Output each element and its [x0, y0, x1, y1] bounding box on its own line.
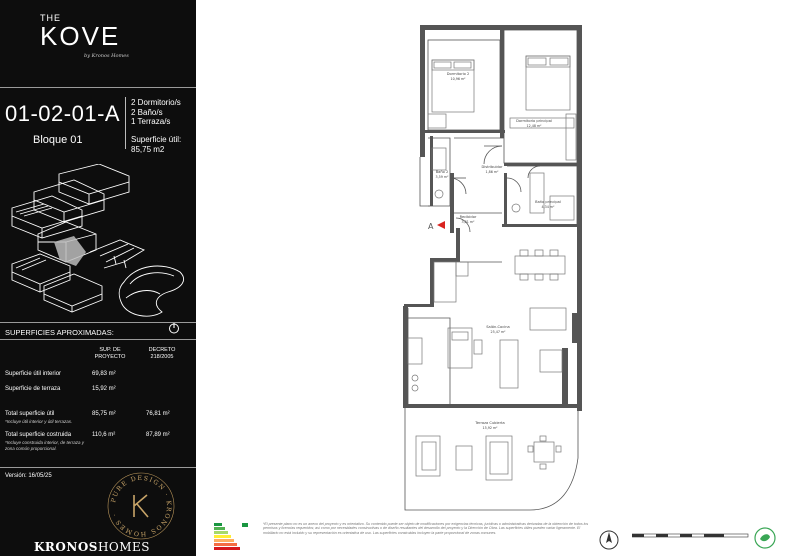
- kronos-logo-part: KRONOS: [34, 540, 98, 554]
- room-label-dormitorio-principal: Dormitorio principal: [516, 119, 552, 123]
- wall: [500, 30, 504, 138]
- unit-features: [131, 98, 181, 127]
- surface-row-label: Superficie de terraza: [5, 386, 61, 392]
- svg-text:A: A: [428, 222, 434, 231]
- room-label-bano2: Baño 2: [435, 170, 449, 174]
- wall: [456, 228, 460, 262]
- column-header-decree: [140, 347, 184, 360]
- scale-bar-icon: [632, 532, 750, 540]
- room-label-dormitorio2: Dormitorio 2: [446, 72, 470, 76]
- logo-the: THE: [40, 13, 61, 23]
- pure-design-seal-logo: [106, 471, 176, 541]
- room-area-dormitorio-principal: 12,48 m²: [526, 124, 542, 128]
- kronos-homes-logo: [34, 540, 150, 554]
- column-header-project: [90, 347, 130, 360]
- room-area-bano-principal: 4,34 m²: [541, 205, 555, 209]
- svg-text:PURE DESIGN · KRONOS HOMES ·: PURE DESIGN · KRONOS HOMES ·: [110, 474, 173, 538]
- room-area-dormitorio2: 10,96 m²: [450, 77, 466, 81]
- breeam-badge-icon: [754, 527, 776, 549]
- terraces-count: 1 Terraza/s: [131, 117, 171, 126]
- usable-area-label: Superficie útil:: [131, 135, 182, 144]
- wall: [562, 348, 568, 408]
- wall: [572, 313, 577, 343]
- wall: [430, 258, 460, 262]
- wall: [420, 25, 582, 30]
- wall: [577, 25, 582, 411]
- surface-row-label: Total superficie costruida: [5, 432, 72, 438]
- room-area-recibidor: 3,81 m²: [461, 220, 475, 224]
- wall: [504, 163, 577, 166]
- logo-kove: KOVE: [40, 21, 121, 51]
- surface-row-value: 110,6 m²: [92, 432, 116, 438]
- power-icon[interactable]: [168, 322, 180, 334]
- surface-row-value-decree: 87,89 m²: [146, 432, 170, 438]
- column-header-project-l1: SUP. DE PROYECTO: [94, 347, 126, 360]
- room-area-salon: 25,47 m²: [490, 330, 506, 334]
- column-header-decree-l1: DECRETO 218/2005: [148, 347, 176, 360]
- divider: [0, 87, 196, 88]
- divider: [0, 339, 196, 340]
- homes-logo-part: HOMES: [97, 540, 151, 554]
- room-area-distribuidor: 1,86 m²: [485, 170, 499, 174]
- block-label: Bloque 01: [33, 134, 83, 146]
- info-panel: [0, 0, 196, 556]
- unit-code: 01-02-01-A: [5, 101, 121, 126]
- wall: [450, 173, 454, 233]
- bathrooms-count: 2 Baño/s: [131, 107, 163, 117]
- surface-row-value: 85,75 m²: [92, 411, 116, 417]
- room-area-bano2: 3,59 m²: [435, 175, 449, 179]
- room-area-terraza: 15,92 m²: [482, 426, 498, 430]
- usable-area: [131, 135, 181, 154]
- energy-label-icon: [214, 521, 248, 551]
- surface-note: *Incluye construida interior, de terraza y zona común proporcional.: [5, 440, 85, 451]
- wall: [403, 306, 408, 404]
- version-date: Versión: 16/05/25: [5, 473, 52, 479]
- surface-row-label: Total superficie útil: [5, 411, 55, 417]
- surfaces-title: SUPERFICIES APROXIMADAS:: [5, 328, 114, 337]
- surface-note: *Incluye útil interior y útil terrazas.: [5, 419, 73, 424]
- surface-row-value-decree: 76,81 m²: [146, 411, 170, 417]
- logo-byline: by Kronos Homes: [84, 53, 129, 59]
- divider: [0, 322, 196, 323]
- surface-row-value: 69,83 m²: [92, 371, 116, 377]
- entry-arrow-icon: [437, 221, 445, 229]
- wall: [430, 136, 433, 206]
- divider: [125, 97, 126, 149]
- room-label-salon: Salón-Cocina: [486, 325, 510, 329]
- wall: [403, 404, 582, 408]
- bedrooms-count: 2 Dormitorio/s: [131, 98, 181, 107]
- divider: [0, 467, 196, 468]
- wall: [425, 130, 505, 133]
- compass-icon: [598, 529, 620, 551]
- room-label-terraza: Terraza Cubierta: [475, 421, 505, 425]
- wall: [420, 25, 425, 157]
- wall: [502, 224, 582, 227]
- surface-row-value: 15,92 m²: [92, 386, 116, 392]
- legal-disclaimer: *El presente plano no es un anexo del proyecto y es orientativo. Su contenido puede ser objeto de modificaciones por exigencias técnicas, jurídicas o administrativas derivadas de la obtención de todos los permisos y licencias requeridos; así como por necesidades constructivas o de diseño resultantes del desarrollo del proyecto y la Dirección de Obra. Las superficies útiles pueden variar ligeramente. El mobiliario no está incluido y su representación es orientativa de uso. Las superficies construidas incluyen la parte proporcional de zonas comunes.: [263, 522, 589, 535]
- room-label-recibidor: Recibidor: [459, 215, 477, 219]
- usable-area-value: 85,75 m2: [131, 144, 165, 154]
- wall: [404, 304, 434, 307]
- room-label-distribuidor: Distribuidor: [481, 165, 503, 169]
- surface-row-label: Superficie útil interior: [5, 371, 62, 377]
- wall: [504, 173, 507, 227]
- floor-plan: [390, 18, 590, 518]
- building-keyplan-image: [4, 164, 189, 324]
- room-label-bano-principal: Baño principal: [535, 200, 561, 204]
- wall: [430, 258, 434, 304]
